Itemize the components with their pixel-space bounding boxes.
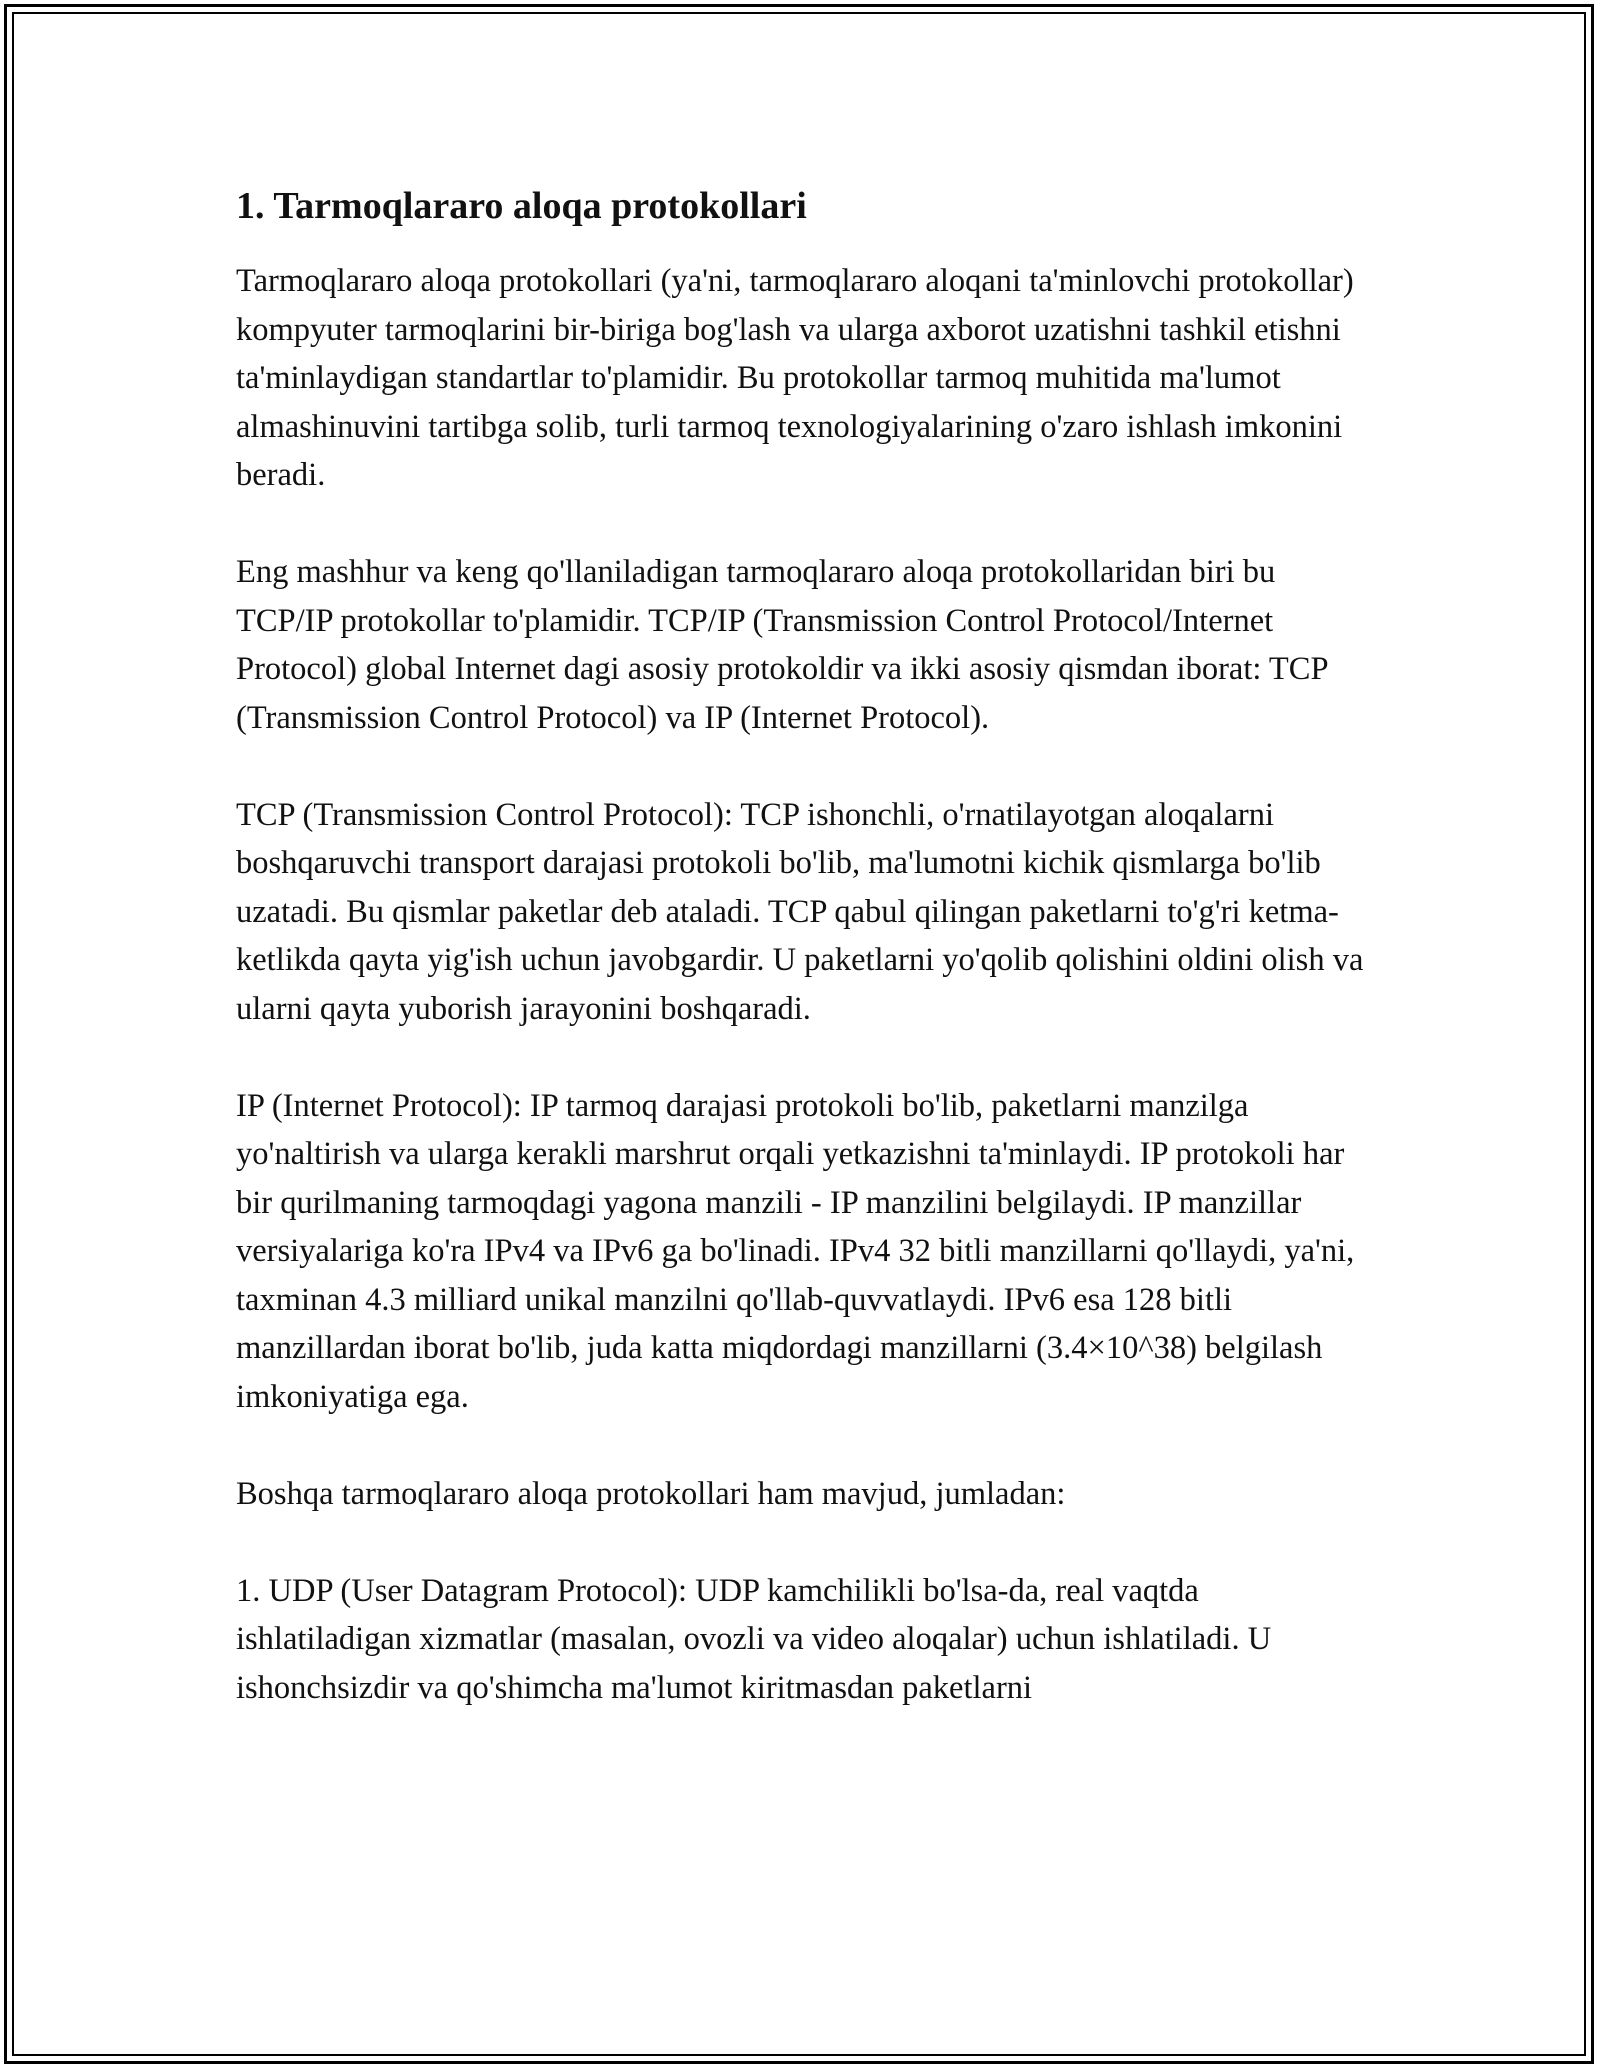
paragraph-tcp: TCP (Transmission Control Protocol): TCP ishonchli, o'rnatilayotgan aloqalarni boshqaruvchi transport darajasi protokoli bo'lib, ma'lumotni kichik qismlarga bo'lib uzatadi. Bu qismlar paketlar deb ataladi. TCP qabul qilingan paketlarni to'g'ri ketma-ketlikda qayta yig'ish uchun javobgardir. U paketlarni yo'qolib qolishini oldini olish va ularni qayta yuborish jarayonini boshqaradi. <box>236 796 1364 1027</box>
paragraph-ip: IP (Internet Protocol): IP tarmoq darajasi protokoli bo'lib, paketlarni manzilga yo'naltirish va ularga kerakli marshrut orqali yetkazishni ta'minlaydi. IP protokoli har bir qurilmaning tarmoqdagi yagona manzili - IP manzilini belgilaydi. IP manzillar versiyalariga ko'ra IPv4 va IPv6 ga bo'linadi. IPv4 32 bitli manzillarni qo'llaydi, ya'ni, taxminan 4.3 milliard unikal manzilni qo'llab-quvvatlaydi. IPv6 esa 128 bitli manzillardan iborat bo'lib, juda katta miqdordagi manzillarni (3.4×10^38) belgilash imkoniyatiga ega. <box>236 1087 1355 1415</box>
paragraph-intro: Tarmoqlararo aloqa protokollari (ya'ni, tarmoqlararo aloqani ta'minlovchi protokollar) kompyuter tarmoqlarini bir-biriga bog'lash va ularga axborot uzatishni tashkil etishni ta'minlaydigan standartlar to'plamidir. Bu protokollar tarmoq muhitida ma'lumot almashinuvini tartibga solib, turli tarmoq texnologiyalarining o'zaro ishlash imkonini beradi. <box>236 263 1354 494</box>
section-heading: 1. Tarmoqlararo aloqa protokollari <box>236 185 807 227</box>
document-body <box>236 182 1376 1761</box>
paragraph-tcpip: Eng mashhur va keng qo'llaniladigan tarmoqlararo aloqa protokollaridan biri bu TCP/IP protokollar to'plamidir. TCP/IP (Transmission Control Protocol/Internet Protocol) global Internet dagi asosiy protokoldir va ikki asosiy qismdan iborat: TCP (Transmission Control Protocol) va IP (Internet Protocol). <box>236 554 1328 736</box>
paragraph-other-protocols: Boshqa tarmoqlararo aloqa protokollari ham mavjud, jumladan: <box>236 1475 1066 1512</box>
paragraph-udp: 1. UDP (User Datagram Protocol): UDP kamchilikli bo'lsa-da, real vaqtda ishlatiladigan xizmatlar (masalan, ovozli va video aloqalar) uchun ishlatiladi. U ishonchsizdir va qo'shimcha ma'lumot kiritmasdan paketlarni <box>236 1572 1272 1706</box>
